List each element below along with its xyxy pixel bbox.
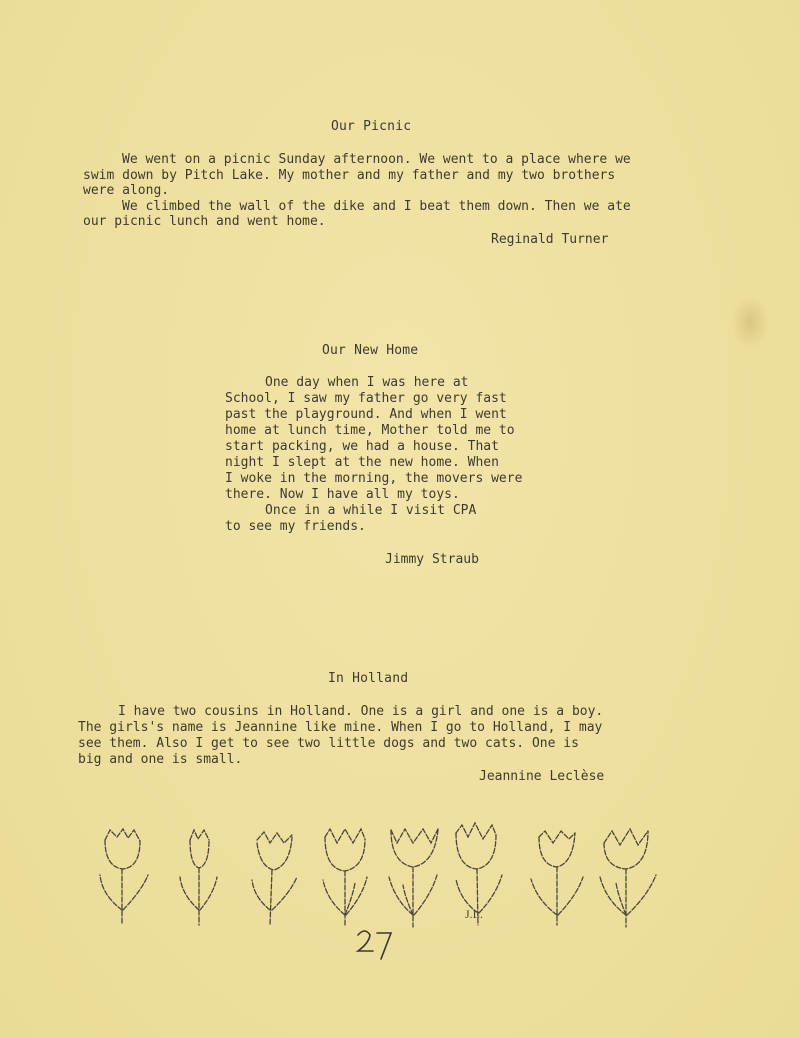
picnic-line-2: swim down by Pitch Lake. My mother and my father and my two brothers (83, 168, 616, 183)
picnic-line-4: We climbed the wall of the dike and I beat them down. Then we ate (122, 199, 631, 214)
tulip-7-icon (531, 831, 583, 925)
page-number (355, 925, 395, 961)
new-home-title: Our New Home (322, 343, 419, 358)
tulip-8-icon (600, 829, 656, 927)
new-home-line-9: Once in a while I visit CPA (265, 503, 477, 518)
new-home-line-5: start packing, we had a house. That (225, 439, 499, 454)
new-home-line-6: night I slept at the new home. When (225, 455, 499, 470)
tulip-1-icon (100, 829, 148, 925)
holland-line-4: big and one is small. (78, 752, 243, 767)
picnic-line-3: were along. (83, 183, 170, 198)
holland-line-3: see them. Also I get to see two little dogs and two cats. One is (78, 736, 579, 751)
new-home-author: Jimmy Straub (385, 552, 479, 567)
picnic-line-5: our picnic lunch and went home. (83, 214, 326, 229)
new-home-line-7: I woke in the morning, the movers were (225, 471, 523, 486)
holland-title: In Holland (328, 671, 409, 686)
new-home-line-8: there. Now I have all my toys. (225, 487, 460, 502)
holland-author: Jeannine Leclèse (479, 769, 605, 784)
new-home-line-2: School, I saw my father go very fast (225, 391, 507, 406)
new-home-line-10: to see my friends. (225, 519, 366, 534)
drawing-initials: J.L. (465, 907, 483, 921)
tulip-3-icon (252, 832, 297, 925)
new-home-line-1: One day when I was here at (265, 375, 469, 390)
holland-line-1: I have two cousins in Holland. One is a girl and one is a boy. (118, 704, 604, 719)
tulip-2-icon (180, 830, 217, 925)
holland-line-2: The girls's name is Jeannine like mine. When I go to Holland, I may (78, 720, 603, 735)
picnic-title: Our Picnic (331, 119, 412, 134)
paper-stain (730, 295, 770, 350)
picnic-author: Reginald Turner (491, 232, 609, 247)
new-home-line-4: home at lunch time, Mother told me to (225, 423, 515, 438)
picnic-line-1: We went on a picnic Sunday afternoon. We went to a place where we (122, 152, 631, 167)
tulip-5-icon (389, 829, 438, 927)
new-home-line-3: past the playground. And when I went (225, 407, 507, 422)
tulip-4-icon (323, 829, 367, 927)
